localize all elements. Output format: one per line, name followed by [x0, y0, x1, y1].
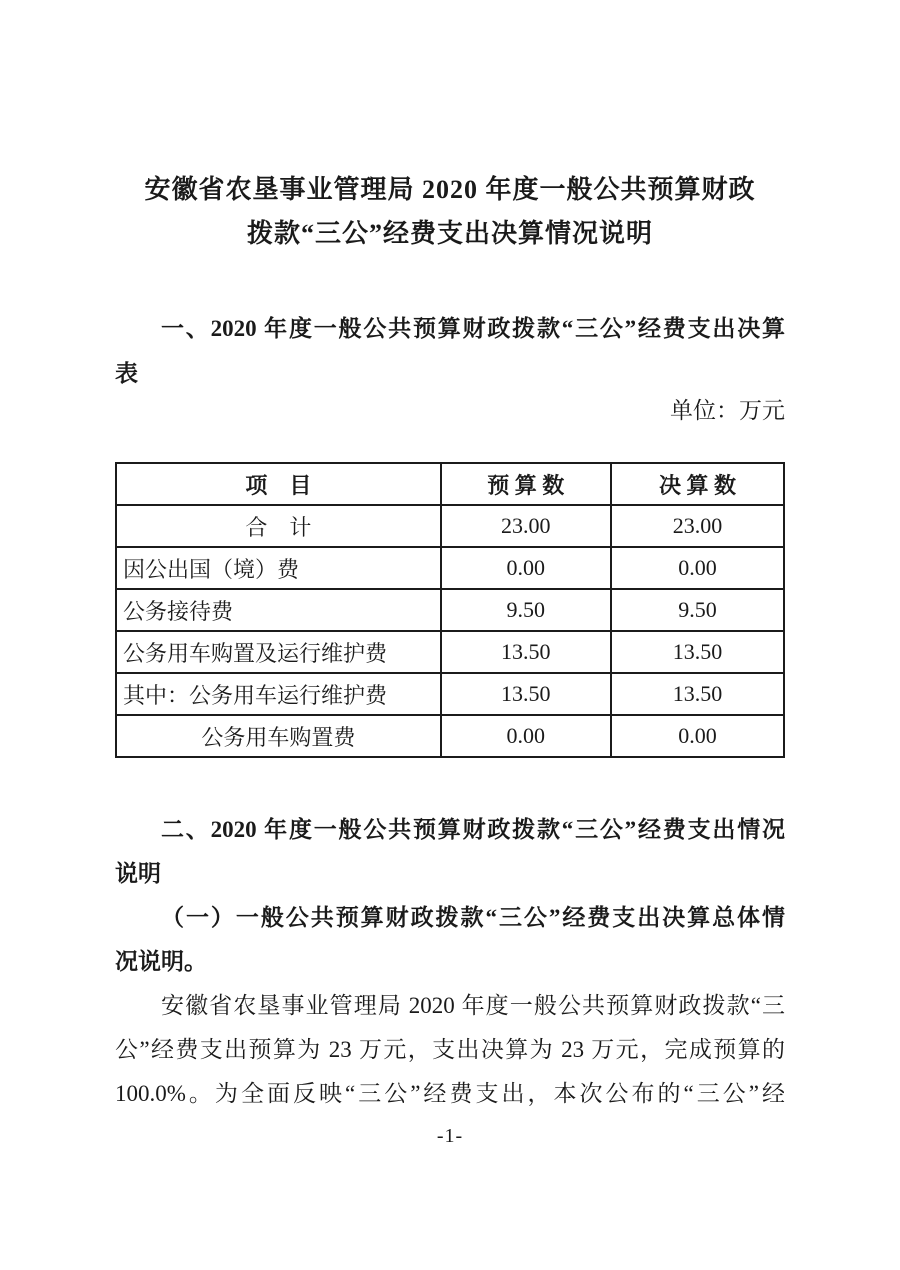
table-cell-budget: 23.00 — [441, 505, 611, 547]
section-2-sub1-line1: （一）一般公共预算财政拨款“三公”经费支出决算总体情 — [161, 905, 785, 930]
table-row-vehicle-operation — [116, 673, 784, 715]
table-row-vehicle-purchase — [116, 715, 784, 757]
section-1-heading-line1: 一、2020 年度一般公共预算财政拨款“三公”经费支出决算 — [161, 316, 785, 341]
table-row-vehicle-total — [116, 631, 784, 673]
table-row-abroad-fee — [116, 547, 784, 589]
three-public-expense-table — [115, 462, 785, 758]
table-row-total — [116, 505, 784, 547]
table-cell-item: 合 计 — [116, 505, 441, 547]
table-cell-item: 公务接待费 — [116, 589, 441, 631]
table-cell-budget: 13.50 — [441, 631, 611, 673]
table-unit-label: 单位：万元 — [670, 398, 785, 423]
section-1-heading-line2: 表 — [115, 361, 138, 386]
table-cell-final: 23.00 — [611, 505, 784, 547]
section-2-paragraph-line3: 100.0%。为全面反映“三公”经费支出，本次公布的“三公”经 — [115, 1081, 785, 1106]
document-title-line1: 安徽省农垦事业管理局 2020 年度一般公共预算财政 — [144, 175, 756, 204]
section-2-paragraph-line1: 安徽省农垦事业管理局 2020 年度一般公共预算财政拨款“三 — [161, 993, 785, 1018]
section-1 — [115, 306, 785, 396]
table-header-item: 项 目 — [116, 463, 441, 505]
table-cell-final: 9.50 — [611, 589, 784, 631]
document-title-line2: 拨款“三公”经费支出决算情况说明 — [246, 219, 653, 248]
table-cell-budget: 9.50 — [441, 589, 611, 631]
table-cell-final: 13.50 — [611, 673, 784, 715]
table-row-reception-fee — [116, 589, 784, 631]
table-cell-budget: 0.00 — [441, 715, 611, 757]
table-cell-item: 公务用车购置费 — [116, 715, 441, 757]
section-2-sub1-line2: 况说明。 — [115, 949, 207, 974]
table-header-budget: 预 算 数 — [441, 463, 611, 505]
table-header-row — [116, 463, 784, 505]
document-title — [115, 168, 785, 256]
table-header-final: 决 算 数 — [611, 463, 784, 505]
table-cell-item: 公务用车购置及运行维护费 — [116, 631, 441, 673]
section-2-heading-line2: 说明 — [115, 861, 161, 886]
table-cell-budget: 13.50 — [441, 673, 611, 715]
table-cell-final: 0.00 — [611, 715, 784, 757]
table-cell-item: 因公出国（境）费 — [116, 547, 441, 589]
table-cell-final: 13.50 — [611, 631, 784, 673]
page-number: -1- — [436, 1125, 464, 1147]
section-2-heading-line1: 二、2020 年度一般公共预算财政拨款“三公”经费支出情况 — [161, 817, 785, 842]
section-2-paragraph-line2: 公”经费支出预算为 23 万元，支出决算为 23 万元，完成预算的 — [115, 1037, 785, 1062]
table-cell-item: 其中：公务用车运行维护费 — [116, 673, 441, 715]
section-2 — [115, 808, 785, 1116]
table-cell-budget: 0.00 — [441, 547, 611, 589]
table-cell-final: 0.00 — [611, 547, 784, 589]
